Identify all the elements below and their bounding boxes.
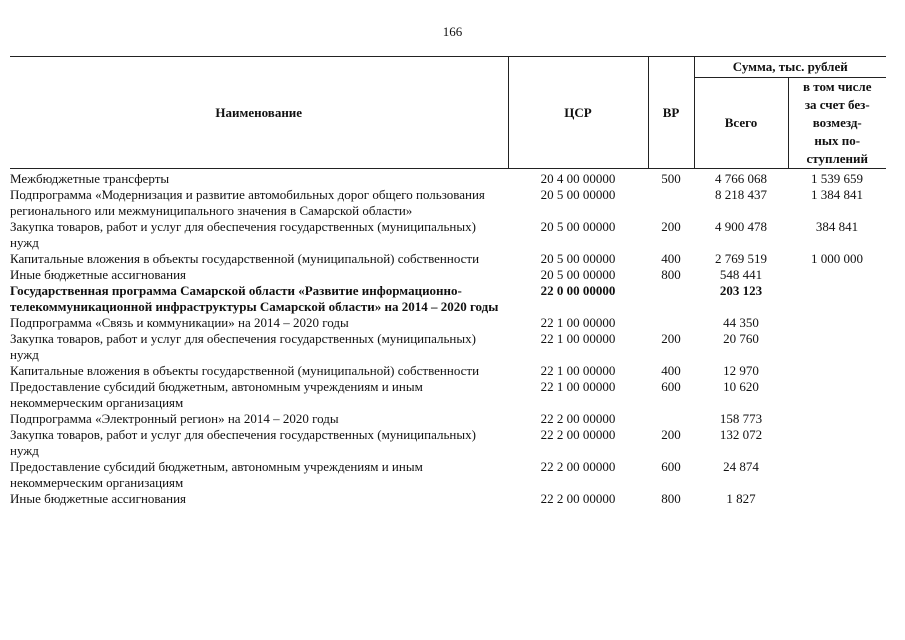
row-total: 4 900 478 — [715, 219, 767, 234]
row-total: 24 874 — [723, 459, 759, 474]
row-vr: 400 — [661, 251, 681, 266]
row-free — [788, 491, 886, 507]
row-csr: 22 2 00 00000 — [540, 427, 616, 442]
row-csr: 22 0 00 00000 — [540, 283, 616, 298]
row-vr: 800 — [661, 267, 681, 282]
row-total: 548 441 — [719, 267, 763, 282]
row-csr: 20 5 00 00000 — [540, 251, 616, 266]
table-row — [10, 267, 886, 283]
row-csr: 22 1 00 00000 — [540, 331, 616, 346]
table-row — [10, 169, 886, 188]
row-free: 1 539 659 — [811, 171, 863, 186]
row-name: Иные бюджетные ассигнования — [10, 491, 187, 506]
row-csr: 22 2 00 00000 — [540, 411, 616, 426]
row-csr: 20 5 00 00000 — [540, 187, 616, 202]
row-vr: 500 — [661, 171, 681, 186]
row-csr: 22 1 00 00000 — [540, 379, 616, 394]
header-csr: ЦСР — [508, 57, 648, 169]
table-row — [10, 251, 886, 267]
row-total: 12 970 — [723, 363, 759, 378]
row-vr: 400 — [661, 363, 681, 378]
row-vr — [648, 187, 694, 219]
row-total: 4 766 068 — [715, 171, 767, 186]
row-vr: 600 — [661, 459, 681, 474]
row-name: Закупка товаров, работ и услуг для обеспечения государственных (муниципальных) нужд — [10, 427, 476, 458]
row-vr — [648, 411, 694, 427]
row-name: Закупка товаров, работ и услуг для обеспечения государственных (муниципальных) нужд — [10, 331, 476, 362]
row-total: 2 769 519 — [715, 251, 767, 266]
table-row — [10, 459, 886, 491]
row-vr — [648, 315, 694, 331]
table-row — [10, 411, 886, 427]
table-row — [10, 187, 886, 219]
row-free — [788, 363, 886, 379]
row-name: Капитальные вложения в объекты государственной (муниципальной) собственности — [10, 363, 480, 378]
row-total: 203 123 — [719, 283, 763, 298]
header-free — [788, 78, 886, 169]
table-row — [10, 379, 886, 411]
table-row — [10, 491, 886, 507]
row-free: 1 000 000 — [811, 251, 863, 266]
row-name: Государственная программа Самарской области «Развитие информационно-телекоммуникационной инфраструктуры Самарской области» на 2014 – 2020 годы — [10, 283, 499, 314]
header-free-label: в том числе за счет без-возмезд-ных по-ступлений — [803, 79, 872, 166]
row-csr: 20 5 00 00000 — [540, 267, 616, 282]
row-free: 384 841 — [815, 219, 859, 234]
row-total: 10 620 — [723, 379, 759, 394]
row-total: 8 218 437 — [715, 187, 767, 202]
row-vr — [648, 283, 694, 315]
row-vr: 200 — [661, 219, 681, 234]
header-sum-group: Сумма, тыс. рублей — [694, 57, 886, 78]
row-total: 132 072 — [719, 427, 763, 442]
row-vr: 200 — [661, 427, 681, 442]
row-free — [788, 427, 886, 459]
row-csr: 22 1 00 00000 — [540, 363, 616, 378]
row-csr: 22 2 00 00000 — [540, 459, 616, 474]
row-free: 1 384 841 — [811, 187, 863, 202]
row-free — [788, 267, 886, 283]
row-free — [788, 379, 886, 411]
header-vr: ВР — [648, 57, 694, 169]
table-row — [10, 363, 886, 379]
row-vr: 200 — [661, 331, 681, 346]
table-row — [10, 219, 886, 251]
table-row — [10, 331, 886, 363]
row-name: Закупка товаров, работ и услуг для обеспечения государственных (муниципальных) нужд — [10, 219, 476, 250]
row-name: Межбюджетные трансферты — [10, 171, 170, 186]
table-row — [10, 427, 886, 459]
table-row — [10, 283, 886, 315]
row-free — [788, 331, 886, 363]
row-name: Подпрограмма «Электронный регион» на 2014 – 2020 годы — [10, 411, 339, 426]
row-name: Подпрограмма «Модернизация и развитие автомобильных дорог общего пользования регионального или межмуниципального значения в Самарской области» — [10, 187, 485, 218]
row-name: Предоставление субсидий бюджетным, автономным учреждениям и иным некоммерческим организациям — [10, 459, 423, 490]
row-name: Подпрограмма «Связь и коммуникации» на 2014 – 2020 годы — [10, 315, 349, 330]
page-number: 166 — [442, 24, 463, 39]
row-vr: 800 — [661, 491, 681, 506]
table-header — [10, 57, 886, 169]
row-name: Предоставление субсидий бюджетным, автономным учреждениям и иным некоммерческим организациям — [10, 379, 423, 410]
row-total: 1 827 — [726, 491, 756, 506]
header-name: Наименование — [10, 57, 508, 169]
row-csr: 20 4 00 00000 — [540, 171, 616, 186]
row-vr: 600 — [661, 379, 681, 394]
header-total: Всего — [694, 78, 788, 169]
row-csr: 22 2 00 00000 — [540, 491, 616, 506]
row-csr: 20 5 00 00000 — [540, 219, 616, 234]
row-total: 44 350 — [723, 315, 759, 330]
row-total: 20 760 — [723, 331, 759, 346]
table-body — [10, 169, 886, 508]
budget-table — [10, 56, 886, 507]
row-total: 158 773 — [719, 411, 763, 426]
row-name: Капитальные вложения в объекты государственной (муниципальной) собственности — [10, 251, 480, 266]
table-row — [10, 315, 886, 331]
row-free — [788, 283, 886, 315]
row-free — [788, 315, 886, 331]
row-csr: 22 1 00 00000 — [540, 315, 616, 330]
row-name: Иные бюджетные ассигнования — [10, 267, 187, 282]
row-free — [788, 411, 886, 427]
row-free — [788, 459, 886, 491]
